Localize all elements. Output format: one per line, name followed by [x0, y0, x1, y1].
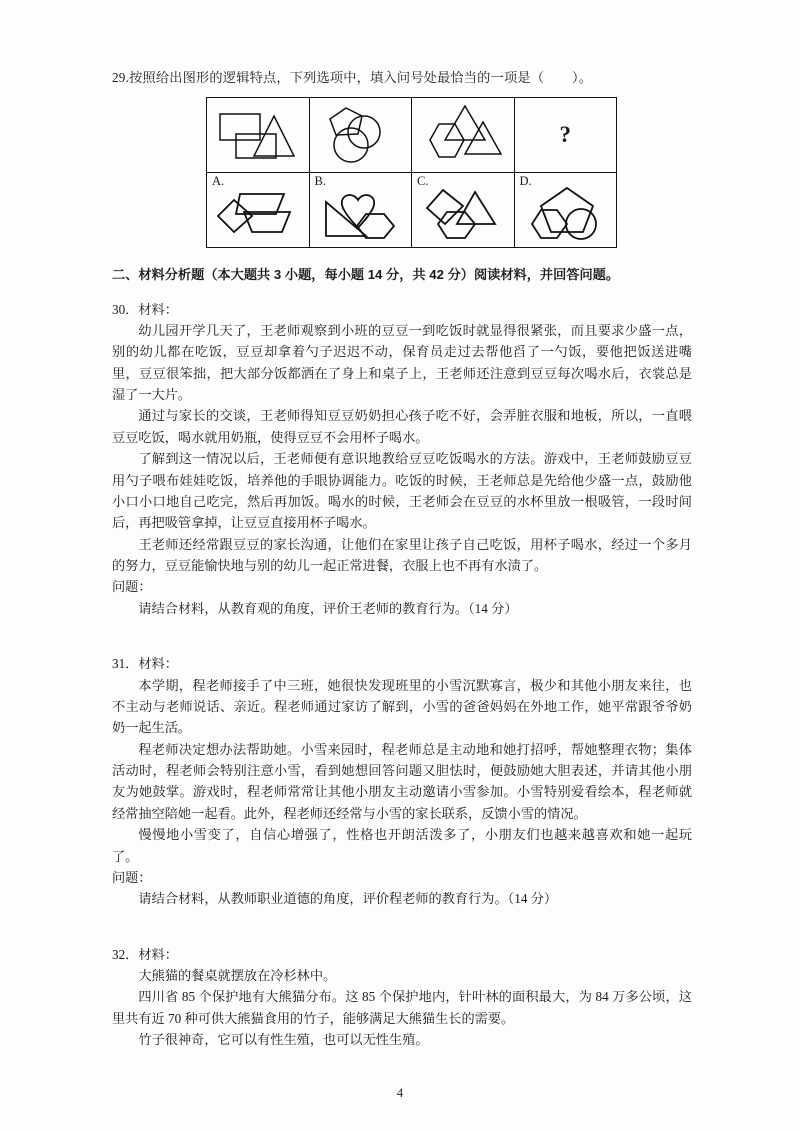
question-29-text: 按照给出图形的逻辑特点，下列选项中，填入问号处最恰当的一项是（	[129, 70, 545, 85]
option-a[interactable]	[207, 172, 310, 247]
question-30-paragraph-2: 通过与家长的交谈，王老师得知豆豆奶奶担心孩子吃不好，会弄脏衣服和地板，所以，一直喂豆豆吃饭，喝水就用奶瓶，使得豆豆不会用杯子喝水。	[112, 408, 692, 445]
question-31-paragraph-2: 程老师决定想办法帮助她。小雪来园时，程老师总是主动地和她打招呼，帮她整理衣物；集体活动时，程老师会特别注意小雪，看到她想回答问题又胆怯时，便鼓励她大胆表述，并请其他小朋友为她鼓掌。游戏时，程老师常常让其他小朋友主动邀请小雪参加。小雪特别爱看绘本，程老师就经常抽空陪她一起看。此外，程老师还经常与小雪的家长联系，反馈小雪的情况。	[112, 741, 692, 821]
option-c-label: C.	[417, 173, 429, 188]
option-d-figure	[519, 184, 611, 244]
option-d[interactable]	[514, 172, 617, 247]
question-32-paragraph-3: 竹子很神奇，它可以有性生殖，也可以无性生殖。	[138, 1032, 429, 1048]
question-30-paragraph-3: 了解到这一情况以后，王老师便有意识地教给豆豆吃饭喝水的方法。游戏中，王老师鼓励豆豆用勺子喂布娃娃吃饭，培养他的手眼协调能力。吃饭的时候，王老师总是先给他少盛一点，鼓励他小口小口地自己吃完，然后再加饭。喝水的时候，王老师会在豆豆的水杯里放一根吸管，一段时间后，再把吸管拿掉，让豆豆直接用杯子喝水。	[112, 451, 692, 531]
question-29-number: 29.	[112, 70, 130, 85]
question-32-head	[112, 944, 692, 965]
option-d-label: D.	[519, 173, 532, 188]
pentagon-circle-circle-figure	[314, 102, 406, 168]
option-b-label: B.	[314, 173, 326, 188]
stem-cell-4	[514, 97, 617, 172]
question-31-paragraph-1: 本学期，程老师接手了中三班，她很快发现班里的小雪沉默寡言，极少和其他小朋友来往，也不主动与老师说话、亲近。程老师通过家访了解到，小雪的爸爸妈妈在外地工作，她平常跟爷爷奶奶一起生活。	[112, 677, 692, 736]
question-31-ask: 请结合材料，从教师职业道德的角度，评价程老师的教育行为。（14 分）	[138, 891, 558, 907]
question-30-paragraph-4: 王老师还经常跟豆豆的家长沟通，让他们在家里让孩子自己吃饭，用杯子喝水，经过一个多月的努力，豆豆能愉快地与别的幼儿一起正常进餐，衣服上也不再有水渍了。	[112, 536, 692, 574]
question-30-paragraph-1: 幼儿园开学几天了，王老师观察到小班的豆豆一到吃饭时就显得很紧张，而且要求少盛一点，别的幼儿都在吃饭，豆豆却拿着勺子迟迟不动，保育员走过去帮他舀了一勺饭，要他把饭送进嘴里，豆豆很笨拙，把大部分饭都洒在了身上和桌子上，王老师还注意到豆豆每次喝水后，衣裳总是湿了一大片。	[112, 322, 692, 403]
stem-cell-1	[207, 97, 310, 172]
question-31-paragraph-3: 慢慢地小雪变了，自信心增强了，性格也开朗活泼多了，小朋友们也越来越喜欢和她一起玩了。	[112, 827, 692, 864]
hexagon-triangle-triangle-figure	[417, 102, 509, 168]
question-32-paragraph-1: 大熊猫的餐桌就摆放在冷杉林中。	[138, 968, 337, 984]
option-b-figure	[314, 184, 406, 244]
question-31	[112, 653, 692, 910]
stem-cell-3	[412, 97, 515, 172]
rect-rect-triangle-figure	[212, 102, 304, 168]
question-31-head	[112, 653, 692, 674]
page-content	[112, 68, 692, 1051]
question-32	[112, 944, 692, 1051]
question-30-head	[112, 299, 692, 320]
option-c-figure	[417, 184, 509, 244]
question-29-text-end: ）。	[572, 70, 593, 85]
question-30-material-label: 材料：	[138, 301, 178, 317]
section-2-heading: 二、材料分析题（本大题共 3 小题，每小题 14 分，共 42 分）阅读材料，并回答问题。	[112, 266, 620, 282]
question-30	[112, 299, 692, 620]
question-32-paragraph-2: 四川省 85 个保护地有大熊猫分布。这 85 个保护地内，针叶林的面积最大，为 84 万多公顷，这里共有近 70 种可供大熊猫食用的竹子，能够满足大熊猫生长的需要。	[112, 989, 692, 1026]
options-row	[207, 172, 617, 247]
question-29-prompt	[112, 68, 692, 88]
question-30-ask: 请结合材料，从教育观的角度，评价王老师的教育行为。（14 分）	[138, 600, 518, 616]
option-a-figure	[212, 184, 304, 244]
question-31-question-label: 问题：	[112, 869, 152, 885]
question-32-material-label: 材料：	[138, 946, 178, 962]
question-32-number: 32．	[112, 946, 139, 962]
stem-row	[207, 97, 617, 172]
question-31-number: 31．	[112, 656, 139, 672]
question-mark: ?	[559, 121, 571, 147]
question-31-material-label: 材料：	[138, 656, 178, 672]
stem-cell-2	[309, 97, 412, 172]
option-b[interactable]	[309, 172, 412, 247]
figure-grid	[206, 97, 617, 248]
option-c[interactable]	[412, 172, 515, 247]
question-29-figure	[206, 97, 612, 248]
option-a-label: A.	[212, 173, 225, 188]
page-number: 4	[396, 1086, 404, 1100]
question-30-number: 30．	[112, 301, 139, 317]
question-30-question-label: 问题：	[112, 579, 152, 595]
